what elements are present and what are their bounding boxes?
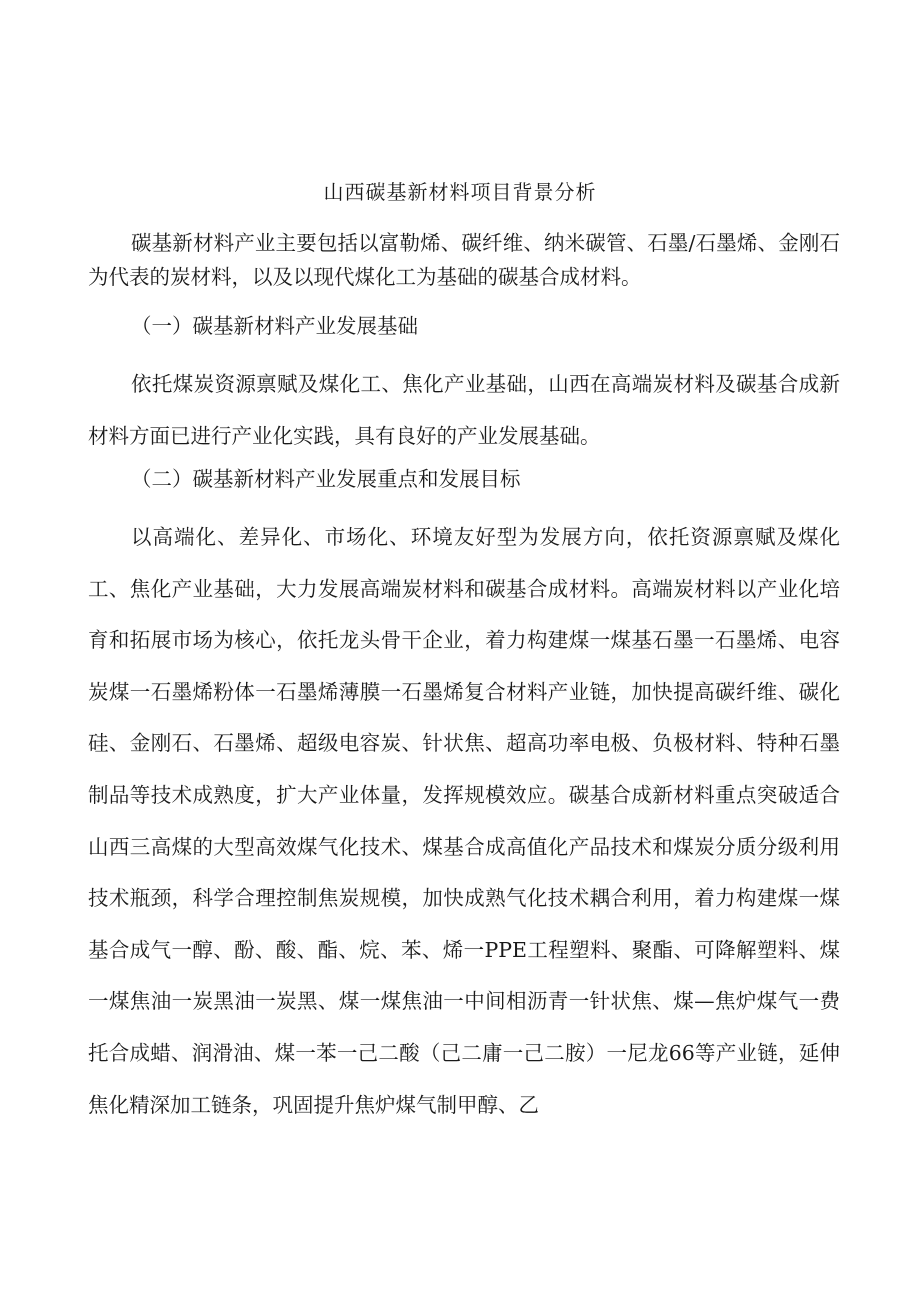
intro-paragraph: 碳基新材料产业主要包括以富勒烯、碳纤维、纳米碳管、石墨/石墨烯、金刚石为代表的炭材料，以及以现代煤化工为基础的碳基合成材料。 bbox=[88, 231, 840, 289]
section-2-paragraph: 以高端化、差异化、市场化、环境友好型为发展方向，依托资源禀赋及煤化工、焦化产业基础，大力发展高端炭材料和碳基合成材料。高端炭材料以产业化培育和拓展市场为核心，依托龙头骨干企业，着力构建煤一煤基石墨一石墨烯、电容炭煤一石墨烯粉体一石墨烯薄膜一石墨烯复合材料产业链，加快提高碳纤维、碳化硅、金刚石、石墨烯、超级电容炭、针状焦、超高功率电极、负极材料、特种石墨制品等技术成熟度，扩大产业体量，发挥规模效应。碳基合成新材料重点突破适合山西三高煤的大型高效煤气化技术、煤基合成高值化产品技术和煤炭分质分级利用技术瓶颈，科学合理控制焦炭规模，加快成熟气化技术耦合利用，着力构建煤一煤基合成气一醇、酚、酸、酯、烷、苯、烯一PPE工程塑料、聚酯、可降解塑料、煤一煤焦油一炭黑油一炭黑、煤一煤焦油一中间相沥青一针状焦、煤—焦炉煤气一费托合成蜡、润滑油、煤一苯一己二酸（己二庸一己二胺）一尼龙66等产业链，延伸焦化精深加工链条，巩固提升焦炉煤气制甲醇、乙 bbox=[88, 525, 840, 1117]
section-1-paragraph: 依托煤炭资源禀赋及煤化工、焦化产业基础，山西在高端炭材料及碳基合成新材料方面已进行产业化实践，具有良好的产业发展基础。 bbox=[88, 372, 840, 448]
section-1-heading: （一）碳基新材料产业发展基础 bbox=[131, 314, 418, 338]
document-title: 山西碳基新材料项目背景分析 bbox=[323, 180, 597, 204]
section-2-heading: （二）碳基新材料产业发展重点和发展目标 bbox=[131, 467, 521, 491]
